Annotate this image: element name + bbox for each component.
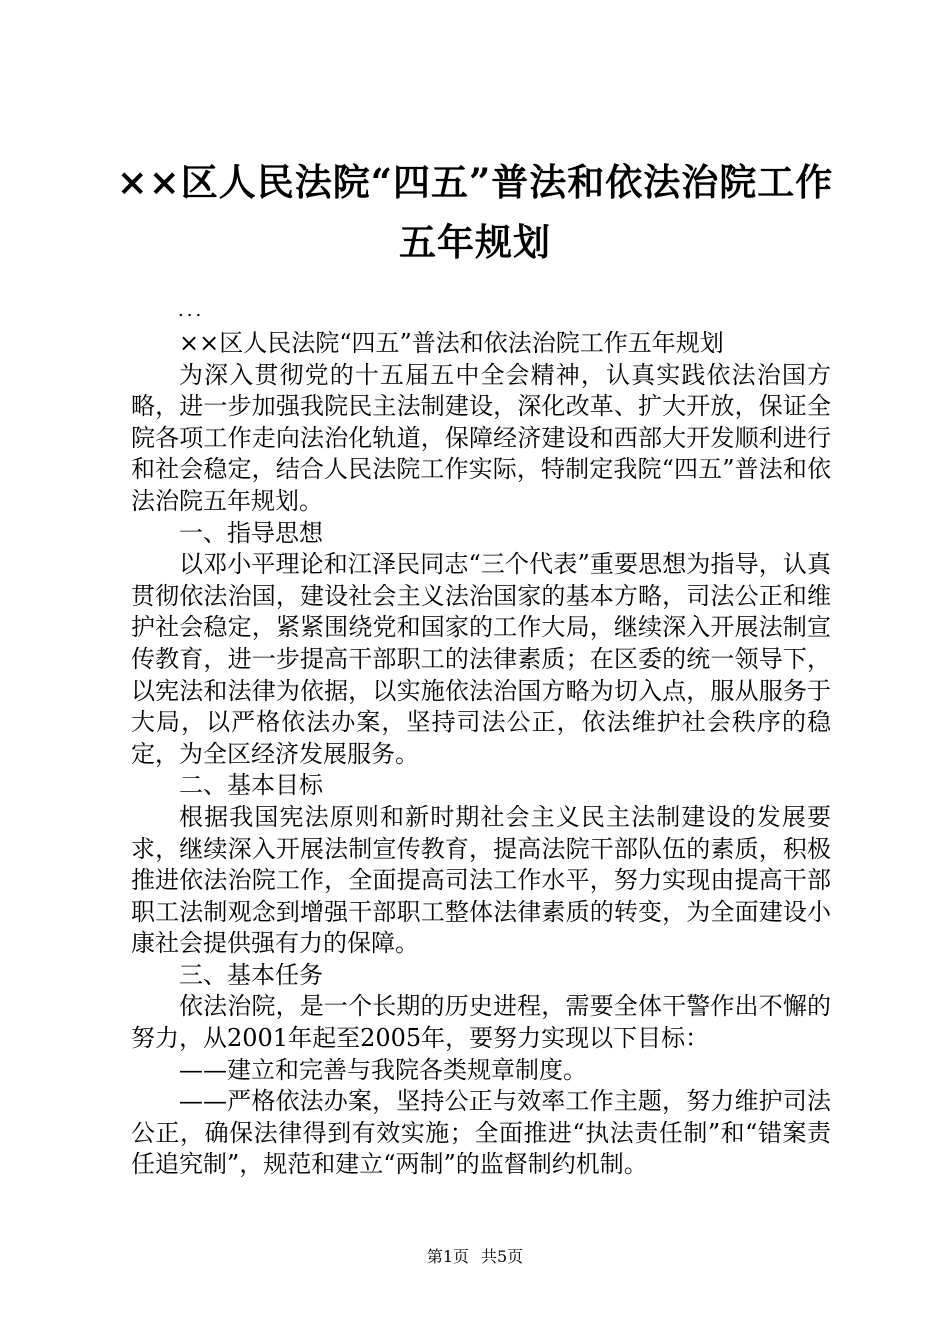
section-heading-guiding-thought: 一、指导思想 xyxy=(179,518,323,547)
page-total: 共5页 xyxy=(481,1247,524,1266)
guiding-thought-paragraph: 以邓小平理论和江泽民同志“三个代表”重要思想为指导，认真贯彻依法治国，建设社会主义法治国家的基本方略，司法公正和维护社会稳定，紧紧围绕党和国家的工作大局，继续深入开展法制宣传教育，进一步提高干部职工的法律素质；在区委的统一领导下，以宪法和法律为依据，以实施依法治国方略为切入点，服从服务于大局，以严格依法办案，坚持司法公正，依法维护社会秩序的稳定，为全区经济发展服务。 xyxy=(131,550,831,768)
subtitle-paragraph: ××区人民法院“四五”普法和依法治院工作五年规划 xyxy=(179,329,724,357)
document-body xyxy=(131,328,831,1181)
section-heading-basic-goals: 二、基本目标 xyxy=(179,771,323,800)
task-item-1: ——建立和完善与我院各类规章制度。 xyxy=(179,1055,587,1084)
page-number: 第1页 xyxy=(426,1247,469,1266)
basic-goals-paragraph: 根据我国宪法原则和新时期社会主义民主法制建设的发展要求，继续深入开展法制宣传教育，提高法院干部队伍的素质，积极推进依法治院工作，全面提高司法工作水平，努力实现由提高干部职工法制观念到增强干部职工整体法律素质的转变，为全面建设小康社会提供强有力的保障。 xyxy=(131,802,831,958)
intro-paragraph: 为深入贯彻党的十五届五中全会精神，认真实践依法治国方略，进一步加强我院民主法制建设，深化改革、扩大开放，保证全院各项工作走向法治化轨道，保障经济建设和西部大开发顺利进行和社会稳定，结合人民法院工作实际，特制定我院“四五”普法和依法治院五年规划。 xyxy=(131,360,831,515)
ellipsis-marker: ... xyxy=(178,300,205,321)
document-title-line-2: 五年规划 xyxy=(399,220,551,264)
section-heading-basic-tasks: 三、基本任务 xyxy=(179,960,323,989)
page-footer xyxy=(0,1244,950,1267)
basic-tasks-paragraph: 依法治院，是一个长期的历史进程，需要全体干警作出不懈的努力，从2001年起至2005年，要努力实现以下目标： xyxy=(131,992,831,1053)
document-title-line-1: ××区人民法院“四五”普法和依法治院工作 xyxy=(116,160,834,204)
task-item-2: ——严格依法办案，坚持公正与效率工作主题，努力维护司法公正，确保法律得到有效实施；全面推进“执法责任制”和“错案责任追究制”，规范和建立“两制”的监督制约机制。 xyxy=(131,1087,831,1179)
